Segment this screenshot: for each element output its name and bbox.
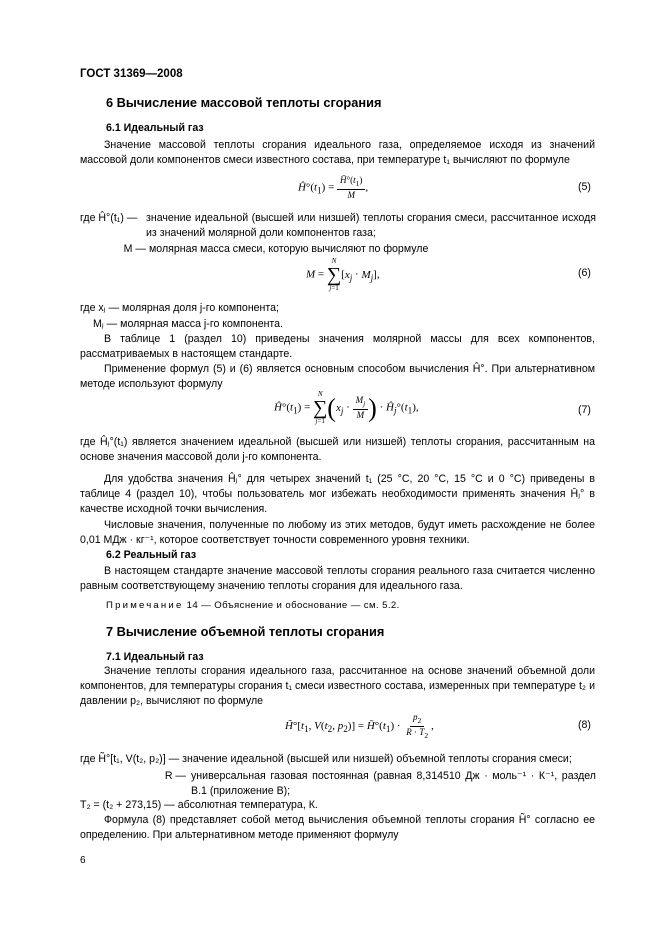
s6-paragraph-3: Применение формул (5) и (6) является основным способом вычисления Ĥ°. При альтернативном методе используют формулу — [80, 363, 595, 391]
s6-paragraph-1: Значение массовой теплоты сгорания идеального газа, определяемое исходя из значений массовой доли компонентов смеси известного состава, при температуре t₁ вычисляют по формуле — [80, 139, 595, 167]
formula-5-number: (5) — [578, 181, 591, 193]
formula-6-number: (6) — [578, 267, 591, 279]
section-7-1-title: 7.1 Идеальный газ — [106, 651, 204, 663]
note-text: 14 — Объяснение и обоснование — см. 5.2. — [186, 600, 400, 611]
s6-paragraph-4: где Ĥⱼ°(t₁) является значением идеальной (высшей или низшей) теплоты сгорания, рассчитанным на основе значения массовой доли j-го компонента. — [80, 436, 595, 464]
def-r-text: универсальная газовая постоянная (равная 8,314510 Дж · моль⁻¹ · К⁻¹, раздел В.1 (приложение В); — [191, 770, 596, 798]
formula-5: $Ĥ^\circ(t_1)$ = $\frac{H̄^\circ(t_1)}{M}$ , — [298, 175, 369, 200]
def-vh: где H̃°[t₁, V(t₂, p₂)] — значение идеальной (высшей или низшей) объемной теплоты сгорания смеси; — [80, 753, 572, 765]
def-mj: Mⱼ — молярная масса j-го компонента. — [93, 318, 283, 330]
def-h-text: значение идеальной (высшей или низшей) теплоты сгорания смеси, рассчитанное исходя из значений молярной доли компонентов газа; — [146, 212, 596, 240]
def-r-term: R — — [164, 770, 186, 782]
def-m-text: молярная масса смеси, которую вычисляют по формуле — [149, 243, 429, 255]
s7-paragraph-1: Значение теплоты сгорания идеального газа, рассчитанное на основе значений объемной доли компонентов, для температуры сгорания t₁ смеси известного состава, измеренных при температуре t₂ и давлении p₂, вычисляют по формуле — [80, 665, 595, 708]
section-6-title: 6 Вычисление массовой теплоты сгорания — [106, 95, 382, 110]
def-m-term: M — — [123, 243, 146, 255]
page-number: 6 — [80, 855, 86, 866]
s6-paragraph-6: Числовые значения, полученные по любому из этих методов, будут иметь расхождение не более 0,01 МДж · кг⁻¹, которое соответствует точности современного уровня техники. — [80, 519, 595, 547]
formula-7: $Ĥ^\circ(t_1)$ = N ∑ j=1 ($x_j$ · $\frac{M_j}{M}$ ) · $Ĥ_j^\circ(t_1)$, — [274, 390, 419, 425]
def-x: где xⱼ — молярная доля j-го компонента; — [80, 302, 279, 314]
section-7-title: 7 Вычисление объемной теплоты сгорания — [106, 624, 385, 639]
section-6-2-title: 6.2 Реальный газ — [106, 549, 197, 561]
formula-8-number: (8) — [578, 719, 591, 731]
s6-paragraph-7: В настоящем стандарте значение массовой теплоты сгорания реального газа считается численно равным соответствующему значению теплоты сгорания для идеального газа. — [80, 565, 595, 593]
section-6-1-title: 6.1 Идеальный газ — [106, 122, 204, 134]
note-label: Примечание — [106, 600, 184, 611]
formula-8: $H̃^\circ[t_1$, $V(t_2$, $p_2$)] = $H̄^\circ(t_1)$ · $\frac{p_2}{R \cdot T_2}$ , — [285, 712, 434, 740]
def-t2: T₂ = (t₂ + 273,15) — абсолютная температура, К. — [80, 799, 318, 811]
formula-7-number: (7) — [578, 404, 591, 416]
s6-paragraph-2: В таблице 1 (раздел 10) приведены значения молярной массы для всех компонентов, рассматриваемых в настоящем стандарте. — [80, 333, 595, 361]
s6-paragraph-5: Для удобства значения Ĥⱼ° для четырех значений t₁ (25 °C, 20 °C, 15 °C и 0 °C) приведены в таблице 4 (раздел 10), чтобы пользователь мог избежать необходимости применять значения H̄ⱼ° в качестве исходной точки вычисления. — [80, 473, 595, 516]
document-header: ГОСТ 31369—2008 — [80, 68, 183, 80]
note — [106, 598, 400, 613]
formula-6: M = N ∑ j=1 $[x_j \cdot M_j]$, — [306, 257, 380, 292]
s7-paragraph-2: Формула (8) представляет собой метод вычисления объемной теплоты сгорания H̃° согласно ее определению. При альтернативном методе применяют формулу — [80, 814, 595, 842]
def-h-term: где Ĥ°(t₁) — — [80, 212, 138, 224]
